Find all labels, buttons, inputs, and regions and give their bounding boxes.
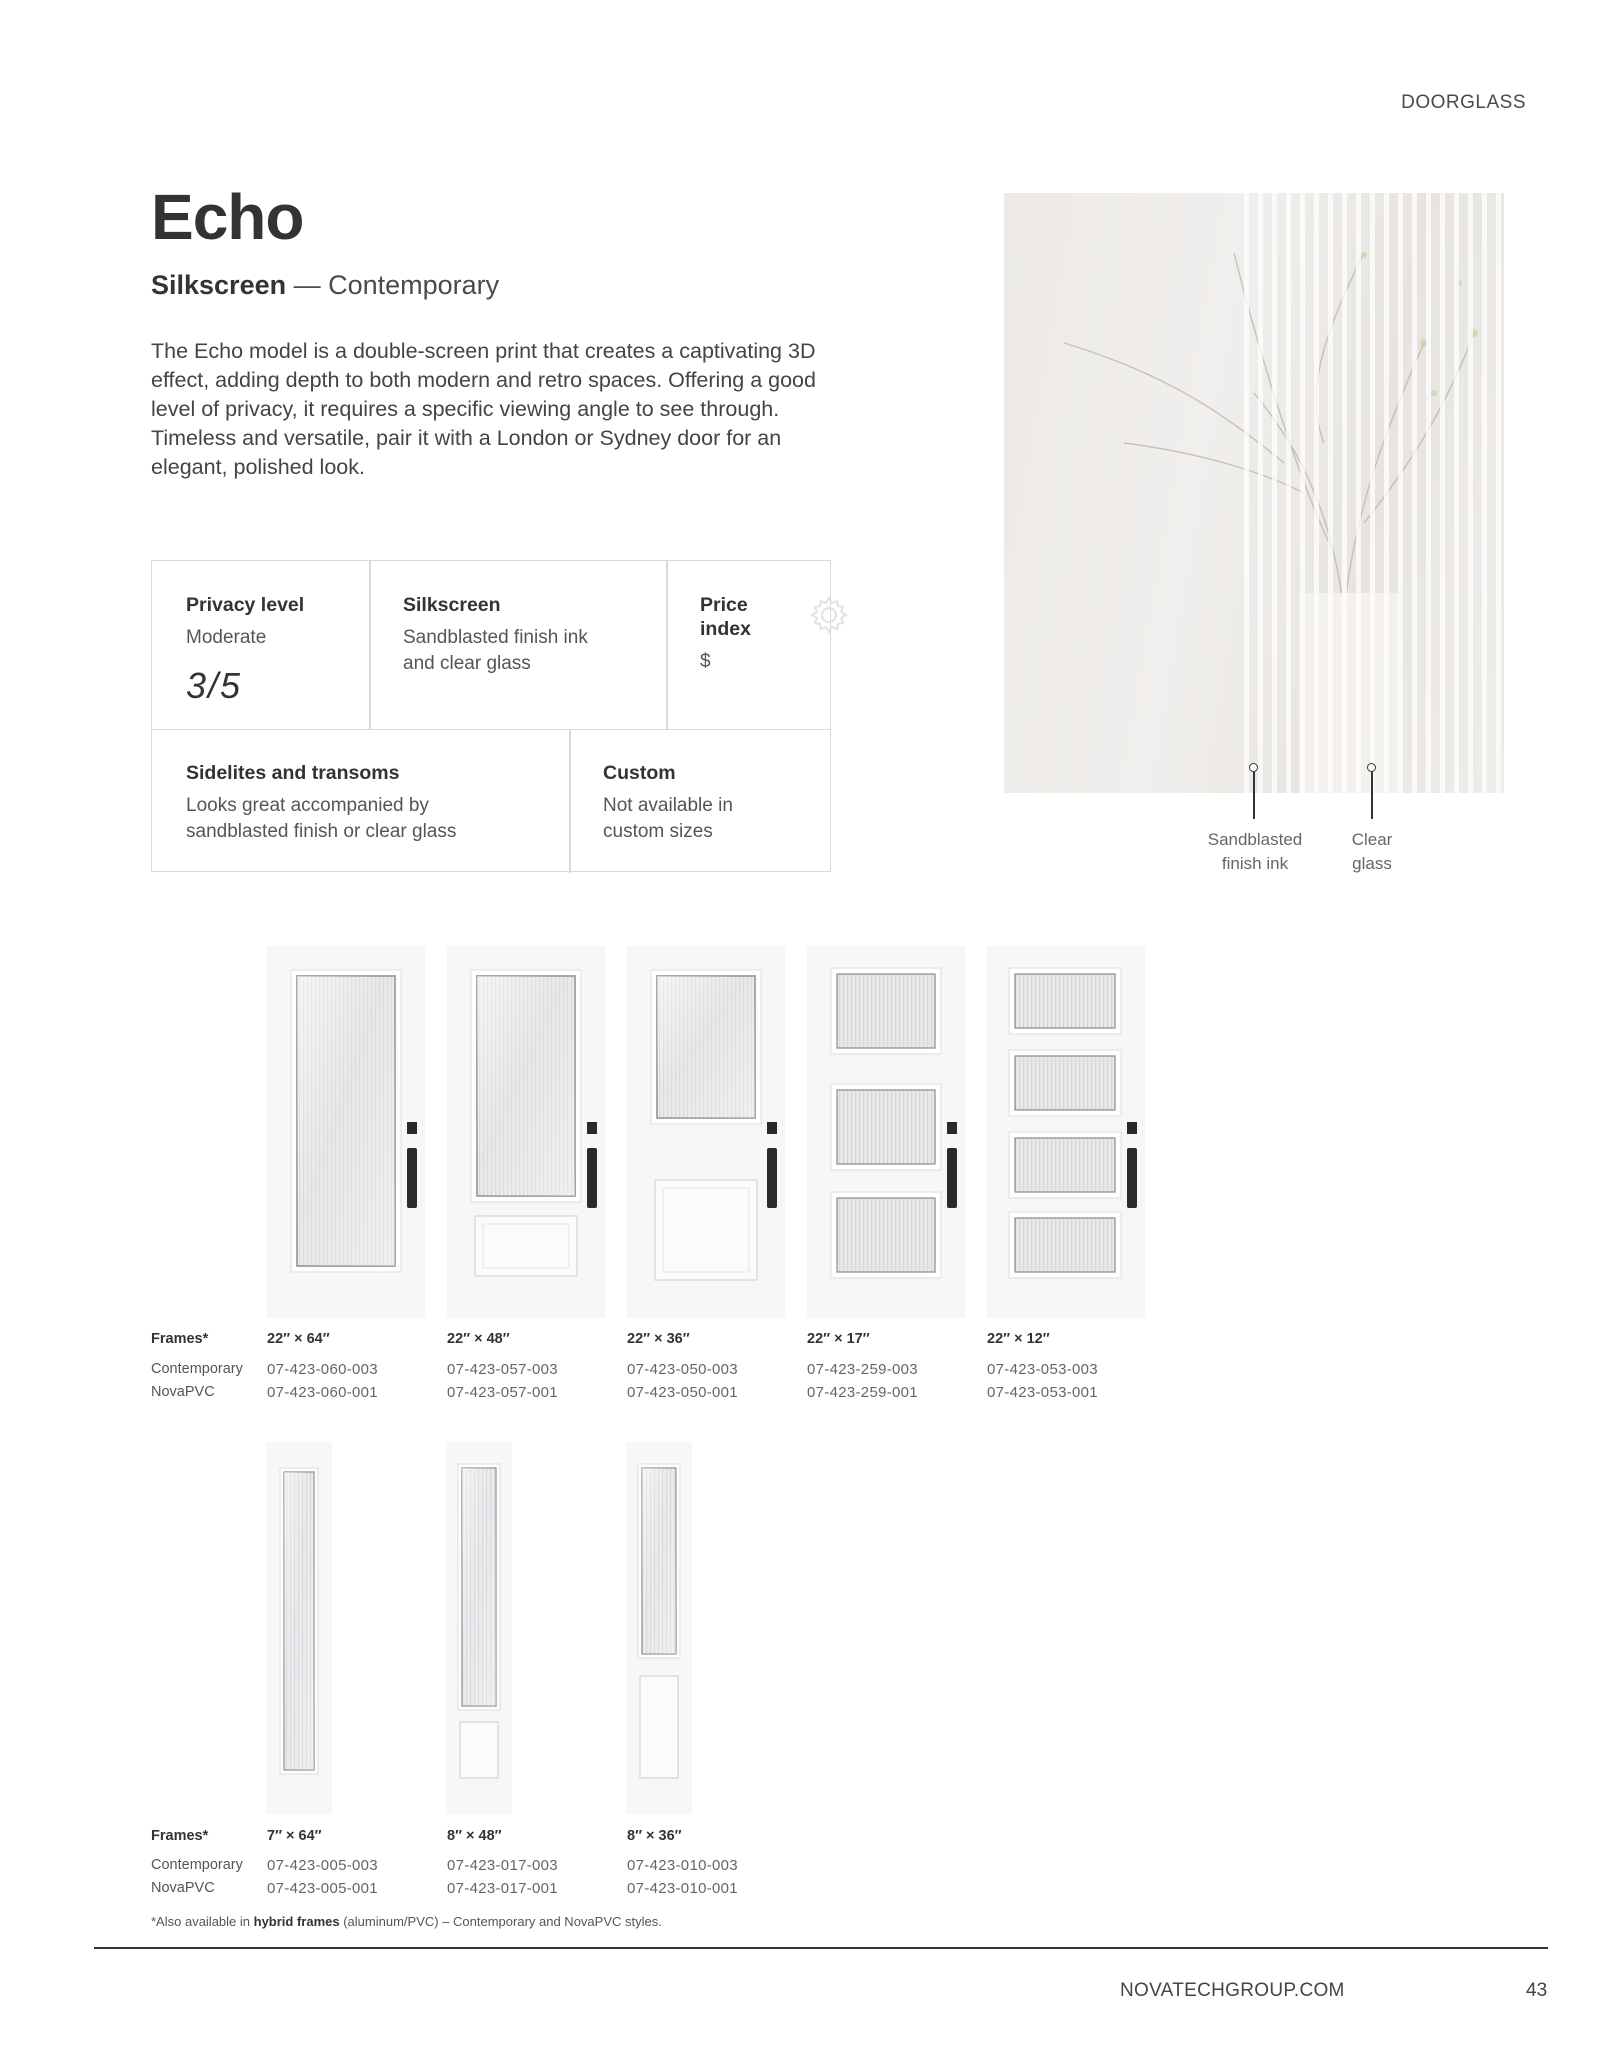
spec-price [666,561,830,729]
product-code: 07-423-017-003 [447,1857,558,1874]
silkscreen-label: Silkscreen [403,594,501,616]
sidelite-image-8x36 [626,1442,692,1814]
footnote [151,1914,662,1929]
product-code: 07-423-050-001 [627,1384,738,1401]
product-description: The Echo model is a double-screen print that creates a captivating 3D effect, adding depth to both modern and retro spaces. Offering a good level of privacy, it requires a specific viewing angle to see through. Timeless and versatile, pair it with a London or Sydney door for an elegant, polished look. [151,339,816,479]
silkscreen-value: Sandblasted finish ink and clear glass [403,627,588,674]
spec-row-bottom [152,729,830,873]
spec-table [151,560,831,872]
page-subtitle [151,270,499,301]
product-code: 07-423-259-003 [807,1361,918,1378]
spec-custom [569,729,830,873]
callout-line-1: Sandblasted [1207,830,1303,849]
frames-label: Frames* [151,1828,209,1844]
footnote-bold: hybrid frames [253,1914,340,1929]
door-image-22x36 [627,946,785,1318]
product-code: 07-423-057-001 [447,1384,558,1401]
product-code: 07-423-050-003 [627,1361,738,1378]
callout-sandblasted [1190,828,1320,876]
sidelite-image-8x48 [446,1442,512,1814]
frames-label: Frames* [151,1331,209,1347]
price-value: $ [700,651,711,672]
door-size: 22″ × 17″ [807,1331,870,1347]
callout-line-2: glass [1352,854,1392,873]
door-image-22x17 [807,946,965,1318]
glass-sample-photo [1004,193,1504,793]
callout-line-1: Clear [1351,830,1393,849]
page-title: Echo [151,181,304,253]
sidelite-size: 8″ × 48″ [447,1828,502,1844]
custom-label: Custom [603,762,676,784]
page-number: 43 [1526,1980,1548,2001]
door-size: 22″ × 48″ [447,1331,510,1347]
privacy-score: 3/5 [186,665,243,706]
door-size: 22″ × 64″ [267,1331,330,1347]
callout-leader [1253,771,1255,819]
footer-divider [94,1947,1548,1949]
sidelites-value: Looks great accompanied by sandblasted finish or clear glass [186,795,457,842]
product-code: 07-423-005-003 [267,1857,378,1874]
product-code: 07-423-060-003 [267,1361,378,1378]
sidelites-label: Sidelites and transoms [186,762,400,784]
sidelite-size: 8″ × 36″ [627,1828,682,1844]
subtitle-style: — Contemporary [286,270,500,300]
spec-row-top [152,561,830,730]
door-image-22x48 [447,946,605,1318]
callout-clear [1322,828,1422,876]
callout-line-2: finish ink [1221,854,1289,873]
spec-privacy [152,561,369,729]
gear-icon [808,594,850,636]
product-code: 07-423-053-001 [987,1384,1098,1401]
product-code: 07-423-010-003 [627,1857,738,1874]
product-code: 07-423-060-001 [267,1384,378,1401]
custom-value: Not available in custom sizes [603,795,733,842]
callout-leader [1371,771,1373,819]
sidelite-size: 7″ × 64″ [267,1828,322,1844]
style-label-novapvc: NovaPVC [151,1880,215,1896]
privacy-label: Privacy level [186,594,305,616]
price-label: Price index [700,594,751,640]
style-label-novapvc: NovaPVC [151,1384,215,1400]
door-size: 22″ × 12″ [987,1331,1050,1347]
product-code: 07-423-259-001 [807,1384,918,1401]
privacy-value: Moderate [186,627,267,648]
sidelite-image-7x64 [266,1442,332,1814]
product-code: 07-423-053-003 [987,1361,1098,1378]
section-label: DOORGLASS [1401,92,1526,113]
footer-website[interactable]: NOVATECHGROUP.COM [1120,1980,1345,2001]
spec-silkscreen [369,561,666,729]
footnote-post: (aluminum/PVC) – Contemporary and NovaPVC styles. [339,1914,662,1929]
product-code: 07-423-057-003 [447,1361,558,1378]
style-label-contemporary: Contemporary [151,1361,243,1377]
spec-sidelites [152,729,569,873]
footnote-pre: *Also available in [151,1914,254,1929]
door-image-22x12 [987,946,1145,1318]
subtitle-type: Silkscreen [151,270,287,300]
product-code: 07-423-017-001 [447,1880,558,1897]
product-code: 07-423-005-001 [267,1880,378,1897]
door-image-22x64 [267,946,425,1318]
style-label-contemporary: Contemporary [151,1857,243,1873]
door-size: 22″ × 36″ [627,1331,690,1347]
product-code: 07-423-010-001 [627,1880,738,1897]
